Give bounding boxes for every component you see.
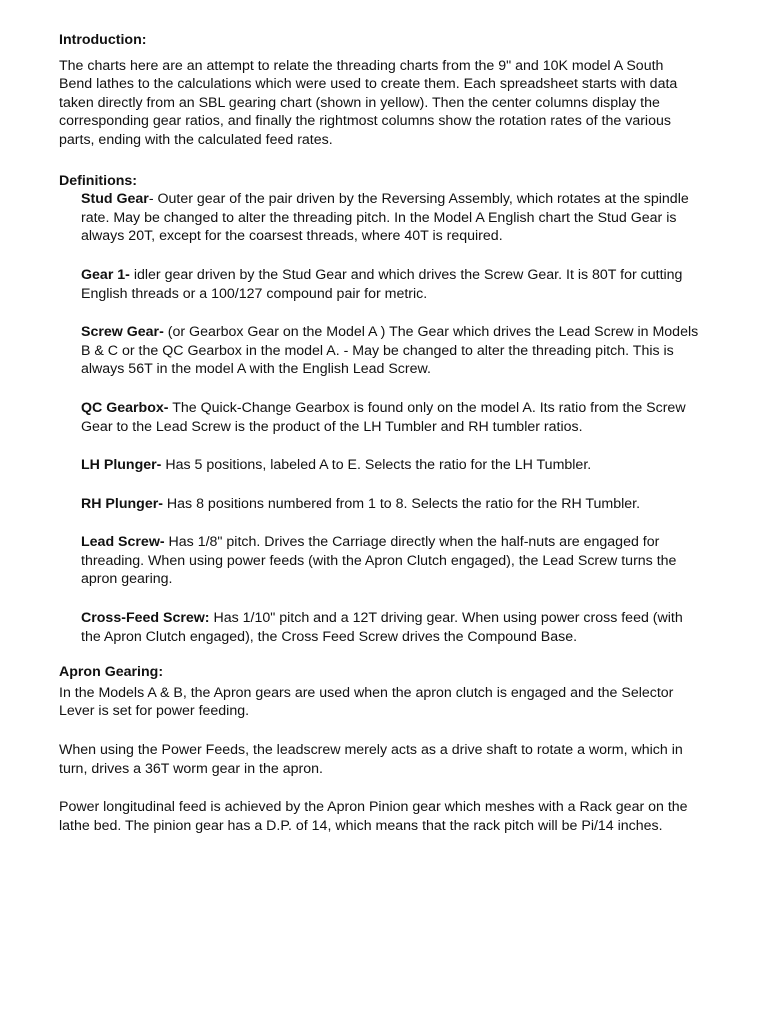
definition-term: Gear 1- <box>81 266 130 283</box>
definitions-list <box>81 190 701 646</box>
apron-gearing-heading: Apron Gearing: <box>59 664 164 681</box>
definition-text: The Quick-Change Gearbox is found only on the model A. Its ratio from the Screw Gear to the Lead Screw is the product of the LH Tumbler and RH tumbler ratios. <box>81 399 686 435</box>
definition-lh-plunger <box>81 456 701 475</box>
definition-qc-gearbox <box>81 399 701 436</box>
definition-term: LH Plunger- <box>81 457 162 474</box>
definition-lead-screw <box>81 533 701 589</box>
definition-term: Stud Gear <box>81 191 149 208</box>
definition-text: (or Gearbox Gear on the Model A ) The Gear which drives the Lead Screw in Models B & C or the QC Gearbox in the model A. - May be changed to alter the threading pitch. This is always 56T in the model A with the English Lead Screw. <box>81 324 699 378</box>
definition-term: Lead Screw- <box>81 534 165 551</box>
introduction-paragraph: The charts here are an attempt to relate the threading charts from the 9" and 10K model A South Bend lathes to the calculations which were used to create them. Each spreadsheet starts with data taken directly from an SBL gearing chart (shown in yellow). Then the center columns display the corresponding gear ratios, and finally the rightmost columns show the rotation rates of the various parts, ending with the calculated feed rates. <box>59 57 678 148</box>
definition-text: Has 1/10" pitch and a 12T driving gear. When using power cross feed (with the Apron Clutch engaged), the Cross Feed Screw drives the Compound Base. <box>81 610 683 645</box>
definition-text: Has 5 positions, labeled A to E. Selects the ratio for the LH Tumbler. <box>161 457 592 474</box>
apron-paragraph: Power longitudinal feed is achieved by the Apron Pinion gear which meshes with a Rack gear on the lathe bed. The pinion gear has a D.P. of 14, which means that the rack pitch will be Pi/14 inches. <box>59 799 688 834</box>
definition-term: Cross-Feed Screw: <box>81 610 210 627</box>
definition-text: Has 8 positions numbered from 1 to 8. Selects the ratio for the RH Tumbler. <box>162 495 641 512</box>
definition-term: QC Gearbox- <box>81 399 169 416</box>
definition-term: RH Plunger- <box>81 495 163 512</box>
definition-screw-gear <box>81 323 701 379</box>
definition-text: Has 1/8" pitch. Drives the Carriage directly when the half-nuts are engaged for threading. When using power feeds (with the Apron Clutch engaged), the Lead Screw turns the apron gearing. <box>81 534 677 588</box>
definition-gear-1 <box>81 266 701 303</box>
apron-paragraph: When using the Power Feeds, the leadscrew merely acts as a drive shaft to rotate a worm, which in turn, drives a 36T worm gear in the apron. <box>59 742 683 777</box>
definition-text: idler gear driven by the Stud Gear and which drives the Screw Gear. It is 80T for cutting English threads or a 100/127 compound pair for metric. <box>81 266 683 302</box>
definition-text: - Outer gear of the pair driven by the Reversing Assembly, which rotates at the spindle rate. May be changed to alter the threading pitch. In the Model A English chart the Stud Gear is always 20T, except for the coarsest threads, where 40T is required. <box>81 191 689 245</box>
apron-paragraph: In the Models A & B, the Apron gears are used when the apron clutch is engaged and the Selector Lever is set for power feeding. <box>59 684 674 720</box>
definition-rh-plunger <box>81 495 701 514</box>
definition-stud-gear <box>81 190 701 246</box>
definition-term: Screw Gear- <box>81 324 164 341</box>
document-page <box>59 31 699 855</box>
definitions-heading: Definitions: <box>59 172 138 189</box>
introduction-heading: Introduction: <box>59 32 147 48</box>
definition-cross-feed-screw <box>81 609 701 646</box>
